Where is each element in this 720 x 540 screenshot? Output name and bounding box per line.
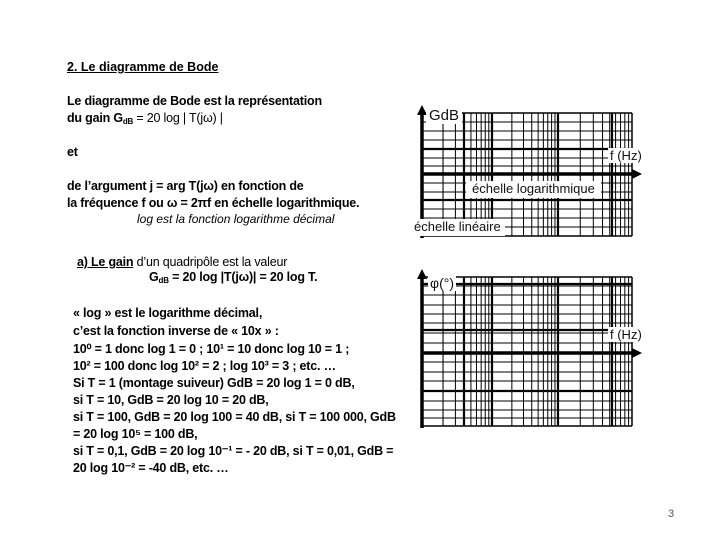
intro-note: log est la fonction logarithme décimal (137, 212, 335, 226)
log-line-7: si T = 100, GdB = 20 log 100 = 40 dB, si T = 100 000, GdB (73, 410, 396, 424)
gain-formula-sub: dB (158, 276, 169, 285)
gain-axis-label (426, 107, 462, 124)
intro-line-2-post: = 20 log | T(jω) | (133, 111, 223, 125)
log-line-8: = 20 log 10⁵ = 100 dB, (73, 427, 198, 441)
log-line-4: 10² = 100 donc log 10² = 2 ; log 10³ = 3 ; etc. … (73, 359, 336, 373)
log-line-6: si T = 10, GdB = 20 log 10 = 20 dB, (73, 393, 269, 407)
phase-grid (417, 269, 642, 428)
log-scale-label: échelle logarithmique (466, 181, 601, 198)
intro-line-1: Le diagramme de Bode est la représentation (67, 94, 322, 108)
log-line-1: « log » est le logarithme décimal, (73, 306, 263, 320)
intro-et: et (67, 145, 78, 159)
section-title: 2. Le diagramme de Bode (67, 60, 219, 74)
gain-formula-post: = 20 log |T(jω)| = 20 log T. (168, 270, 318, 284)
gain-heading-rest: d’un quadripôle est la valeur (133, 255, 288, 269)
linear-scale-label: échelle linéaire (410, 219, 505, 236)
gain-axis-label-text: GdB (429, 107, 460, 124)
log-line-2: c’est la fonction inverse de « 10x » : (73, 324, 279, 338)
intro-line-3: de l’argument j = arg T(jω) en fonction de (67, 179, 304, 193)
intro-line-2-pre: du gain G (67, 111, 123, 125)
freq-label-bottom: f (Hz) (610, 327, 642, 342)
page-number: 3 (668, 508, 675, 520)
log-line-9: si T = 0,1, GdB = 20 log 10⁻¹ = - 20 dB, si T = 0,01, GdB = (73, 444, 394, 458)
gain-heading-label: a) Le gain (77, 255, 134, 269)
phase-axis-label: φ(°) (430, 275, 455, 291)
log-line-5: Si T = 1 (montage suiveur) GdB = 20 log 1 = 0 dB, (73, 376, 355, 390)
log-line-10: 20 log 10⁻² = -40 dB, etc. … (73, 461, 229, 475)
gain-formula-pre: G (149, 270, 159, 284)
intro-line-2-sub: dB (122, 117, 134, 126)
log-line-3: 10⁰ = 1 donc log 1 = 0 ; 10¹ = 10 donc log 10 = 1 ; (73, 342, 350, 356)
intro-line-4: la fréquence f ou ω = 2πf en échelle logarithmique. (67, 196, 360, 210)
freq-label-top: f (Hz) (610, 148, 642, 163)
